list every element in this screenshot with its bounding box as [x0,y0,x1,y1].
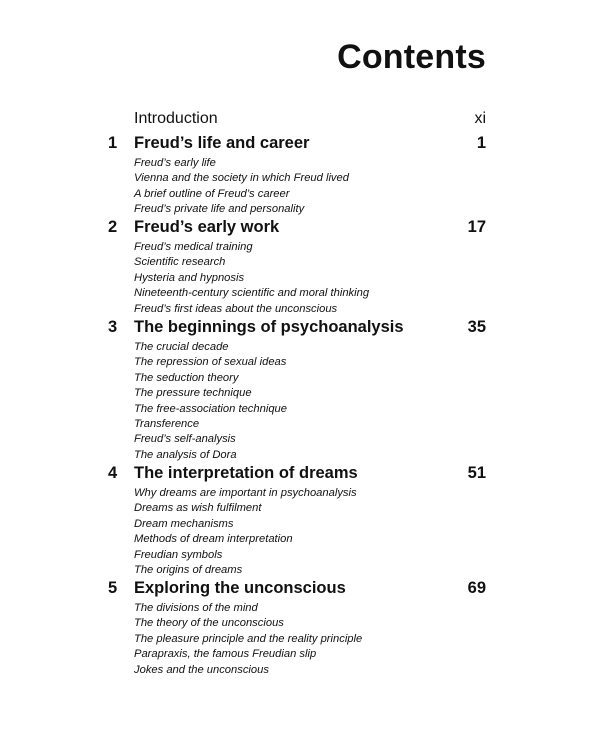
chapter-page-number: 51 [467,464,486,482]
chapter-number: 5 [108,579,118,597]
section-item: Freud’s early life [134,157,216,169]
section-item: Nineteenth-century scientific and moral thinking [134,287,370,300]
section-item: A brief outline of Freud’s career [134,187,290,200]
section-item: The pleasure principle and the reality principle [134,632,363,645]
chapter-title: The interpretation of dreams [134,464,358,482]
section-item: Jokes and the unconscious [134,663,269,676]
section-item: The pressure technique [134,387,252,400]
chapter-page-number: 69 [467,579,486,597]
section-item: The origins of dreams [134,564,243,577]
section-list [108,340,486,463]
chapter-number: 1 [108,134,118,152]
chapter-number: 2 [108,218,118,236]
toc-chapter-1 [108,134,486,218]
section-list [108,240,486,317]
chapter-heading [108,318,486,340]
section-item: Dreams as wish fulfilment [134,502,262,515]
chapter-title: Exploring the unconscious [134,579,346,597]
section-list [108,601,486,678]
section-item: Dream mechanisms [134,517,234,530]
toc-chapter-5 [108,579,486,678]
chapter-heading [108,579,486,601]
chapter-number: 4 [108,464,118,482]
section-item: The seduction theory [134,371,239,384]
chapter-heading [108,134,486,156]
section-item: The crucial decade [134,341,229,353]
section-item: The repression of sexual ideas [134,356,287,369]
chapter-page-number: 17 [467,218,486,236]
section-item: Freudian symbols [134,548,223,561]
toc-chapter-4 [108,464,486,578]
section-item: Vienna and the society in which Freud lived [134,172,349,185]
section-list [108,156,486,218]
section-item: Freud’s self-analysis [134,433,236,446]
section-item: The theory of the unconscious [134,617,284,630]
section-item: Scientific research [134,256,226,269]
section-item: The divisions of the mind [134,602,258,614]
section-item: Freud’s private life and personality [134,203,305,216]
introduction-page-number: xi [474,110,486,127]
section-item: Freud’s first ideas about the unconscious [134,302,338,315]
section-item: Hysteria and hypnosis [134,271,245,284]
section-item: Methods of dream interpretation [134,533,293,546]
chapter-heading [108,218,486,240]
section-list [108,486,486,578]
section-item: Transference [134,418,200,431]
chapter-page-number: 1 [476,134,486,152]
introduction-label: Introduction [134,110,218,127]
chapter-page-number: 35 [467,318,486,336]
toc-entry-introduction [134,110,486,134]
chapter-heading [108,464,486,486]
chapter-title: Freud’s life and career [134,134,310,152]
section-item: Freud’s medical training [134,241,253,253]
toc-chapter-3 [108,318,486,463]
section-item: Why dreams are important in psychoanalysis [134,487,357,499]
section-item: The free-association technique [134,402,287,415]
section-item: The analysis of Dora [134,448,237,461]
chapter-number: 3 [108,318,118,336]
toc-chapter-2 [108,218,486,317]
section-item: Parapraxis, the famous Freudian slip [134,648,317,661]
chapter-title: The beginnings of psychoanalysis [134,318,404,336]
chapter-title: Freud’s early work [134,218,280,236]
page-title: Contents [337,38,486,76]
